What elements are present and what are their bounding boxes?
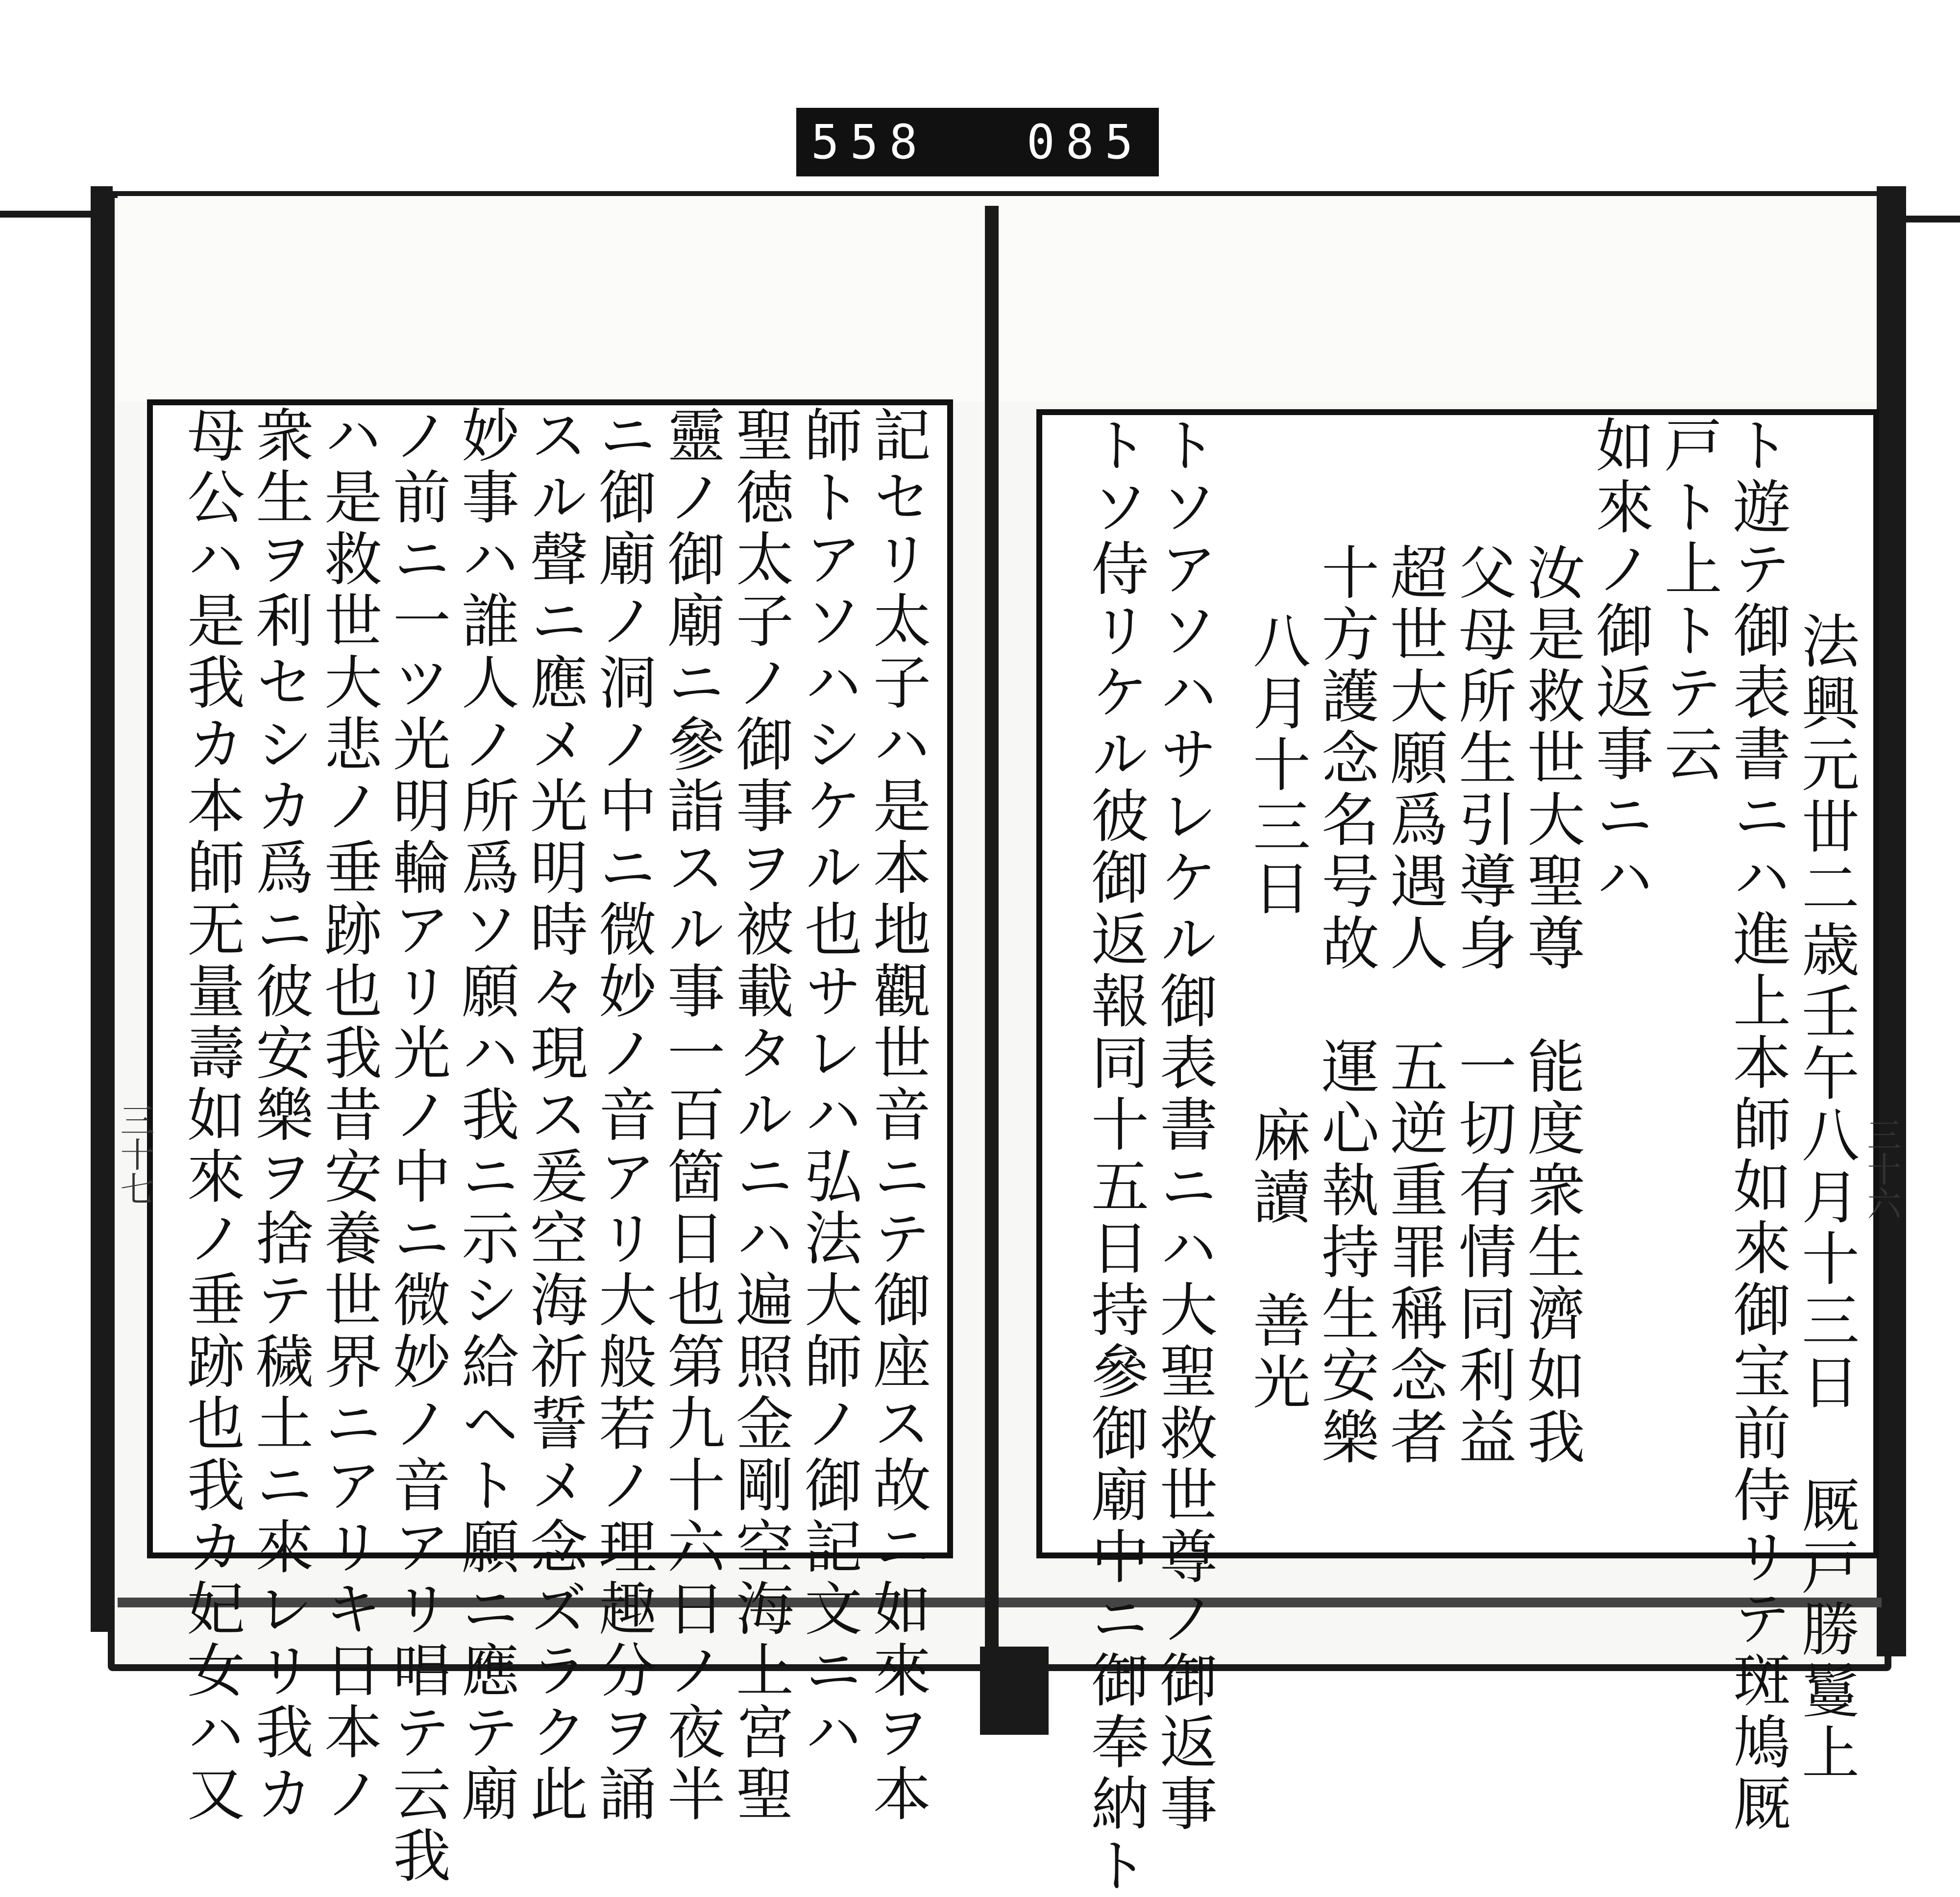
text-column: トソ侍リケル彼御返報同十五日持參御廟中ニ御奉納ト [1081, 415, 1149, 1897]
left-strap [0, 211, 103, 218]
text-column: 法興元丗二歳壬午八月十三日 厩戸勝鬘上 [1792, 611, 1860, 1784]
text-column: 聖徳太子ノ御事ヲ被載タルニハ遍照金剛空海上宮聖 [726, 405, 794, 1825]
counter-right: 085 [1027, 115, 1144, 170]
text-column: スル聲ニ應メ光明時々現ス爰空海祈誓メ念ズラク此 [520, 405, 588, 1825]
text-column: ト遊テ御表書ニハ進上本師如來御宝前侍リテ斑鳩厩 [1723, 415, 1791, 1835]
text-column: 師トアソハシケル也サレハ弘法大師ノ御記文ニハ [795, 405, 862, 1764]
text-column: ハ是救世大悲ノ垂跡也我昔安養世界ニアリキ日本ノ [315, 405, 382, 1825]
text-column: 父母所生引導身 一切有情同利益 [1449, 542, 1517, 1469]
left-page-text-frame [147, 399, 953, 1887]
film-counter [796, 108, 1159, 176]
spine-foot [980, 1647, 1049, 1735]
right-page-text-frame [1036, 409, 1879, 1897]
text-column: 妙事ハ誰人ノ所爲ソ願ハ我ニ示シ給ヘト願ニ應テ廟 [452, 405, 519, 1825]
bottom-edge [118, 1598, 1882, 1607]
text-column: 戸ト上トテ云 [1655, 415, 1722, 786]
text-column: 靈ノ御廟ニ參詣スル事一百箇日也第九十六日ノ夜半 [658, 405, 725, 1825]
text-column: 衆生ヲ利セシカ爲ニ彼安樂ヲ捨テ穢土ニ來レリ我カ [246, 405, 314, 1825]
right-strap [1901, 216, 1960, 222]
right-book-edge [1877, 186, 1906, 1656]
left-book-edge [91, 186, 113, 1632]
text-column: 超世大願爲遇人 五逆重罪稱念者 [1380, 542, 1448, 1469]
left-page-number: 三十七 [115, 1103, 155, 1206]
right-page-number: 三十六 [1862, 1117, 1902, 1220]
text-column: 十方護念名号故 運心執持生安樂 [1312, 542, 1379, 1469]
text-column: ニ御廟ノ洞ノ中ニ微妙ノ音アリ大般若ノ理趣分ヲ誦 [589, 405, 657, 1825]
book-spine [985, 206, 999, 1700]
counter-left: 558 [811, 115, 929, 170]
text-column: トソアソハサレケル御表書ニハ大聖救世尊ノ御返事 [1150, 415, 1218, 1835]
text-column: 記セリ太子ハ是本地觀世音ニテ御座ス故ニ如來ヲ本 [863, 405, 931, 1825]
text-column: 八月十三日 麻讀 善光 [1243, 611, 1311, 1414]
text-column: 母公ハ是我カ本師无量壽如來ノ垂跡也我カ妃女ハ又 [177, 405, 245, 1825]
text-column: 如來ノ御返事ニハ [1586, 415, 1654, 909]
page-top-margin [118, 196, 1882, 402]
text-column: 汝是救世大聖尊 能度衆生濟如我 [1518, 542, 1585, 1469]
text-column: ノ前ニ一ツ光明輪アリ光ノ中ニ微妙ノ音アリ唱テ云我 [383, 405, 451, 1887]
